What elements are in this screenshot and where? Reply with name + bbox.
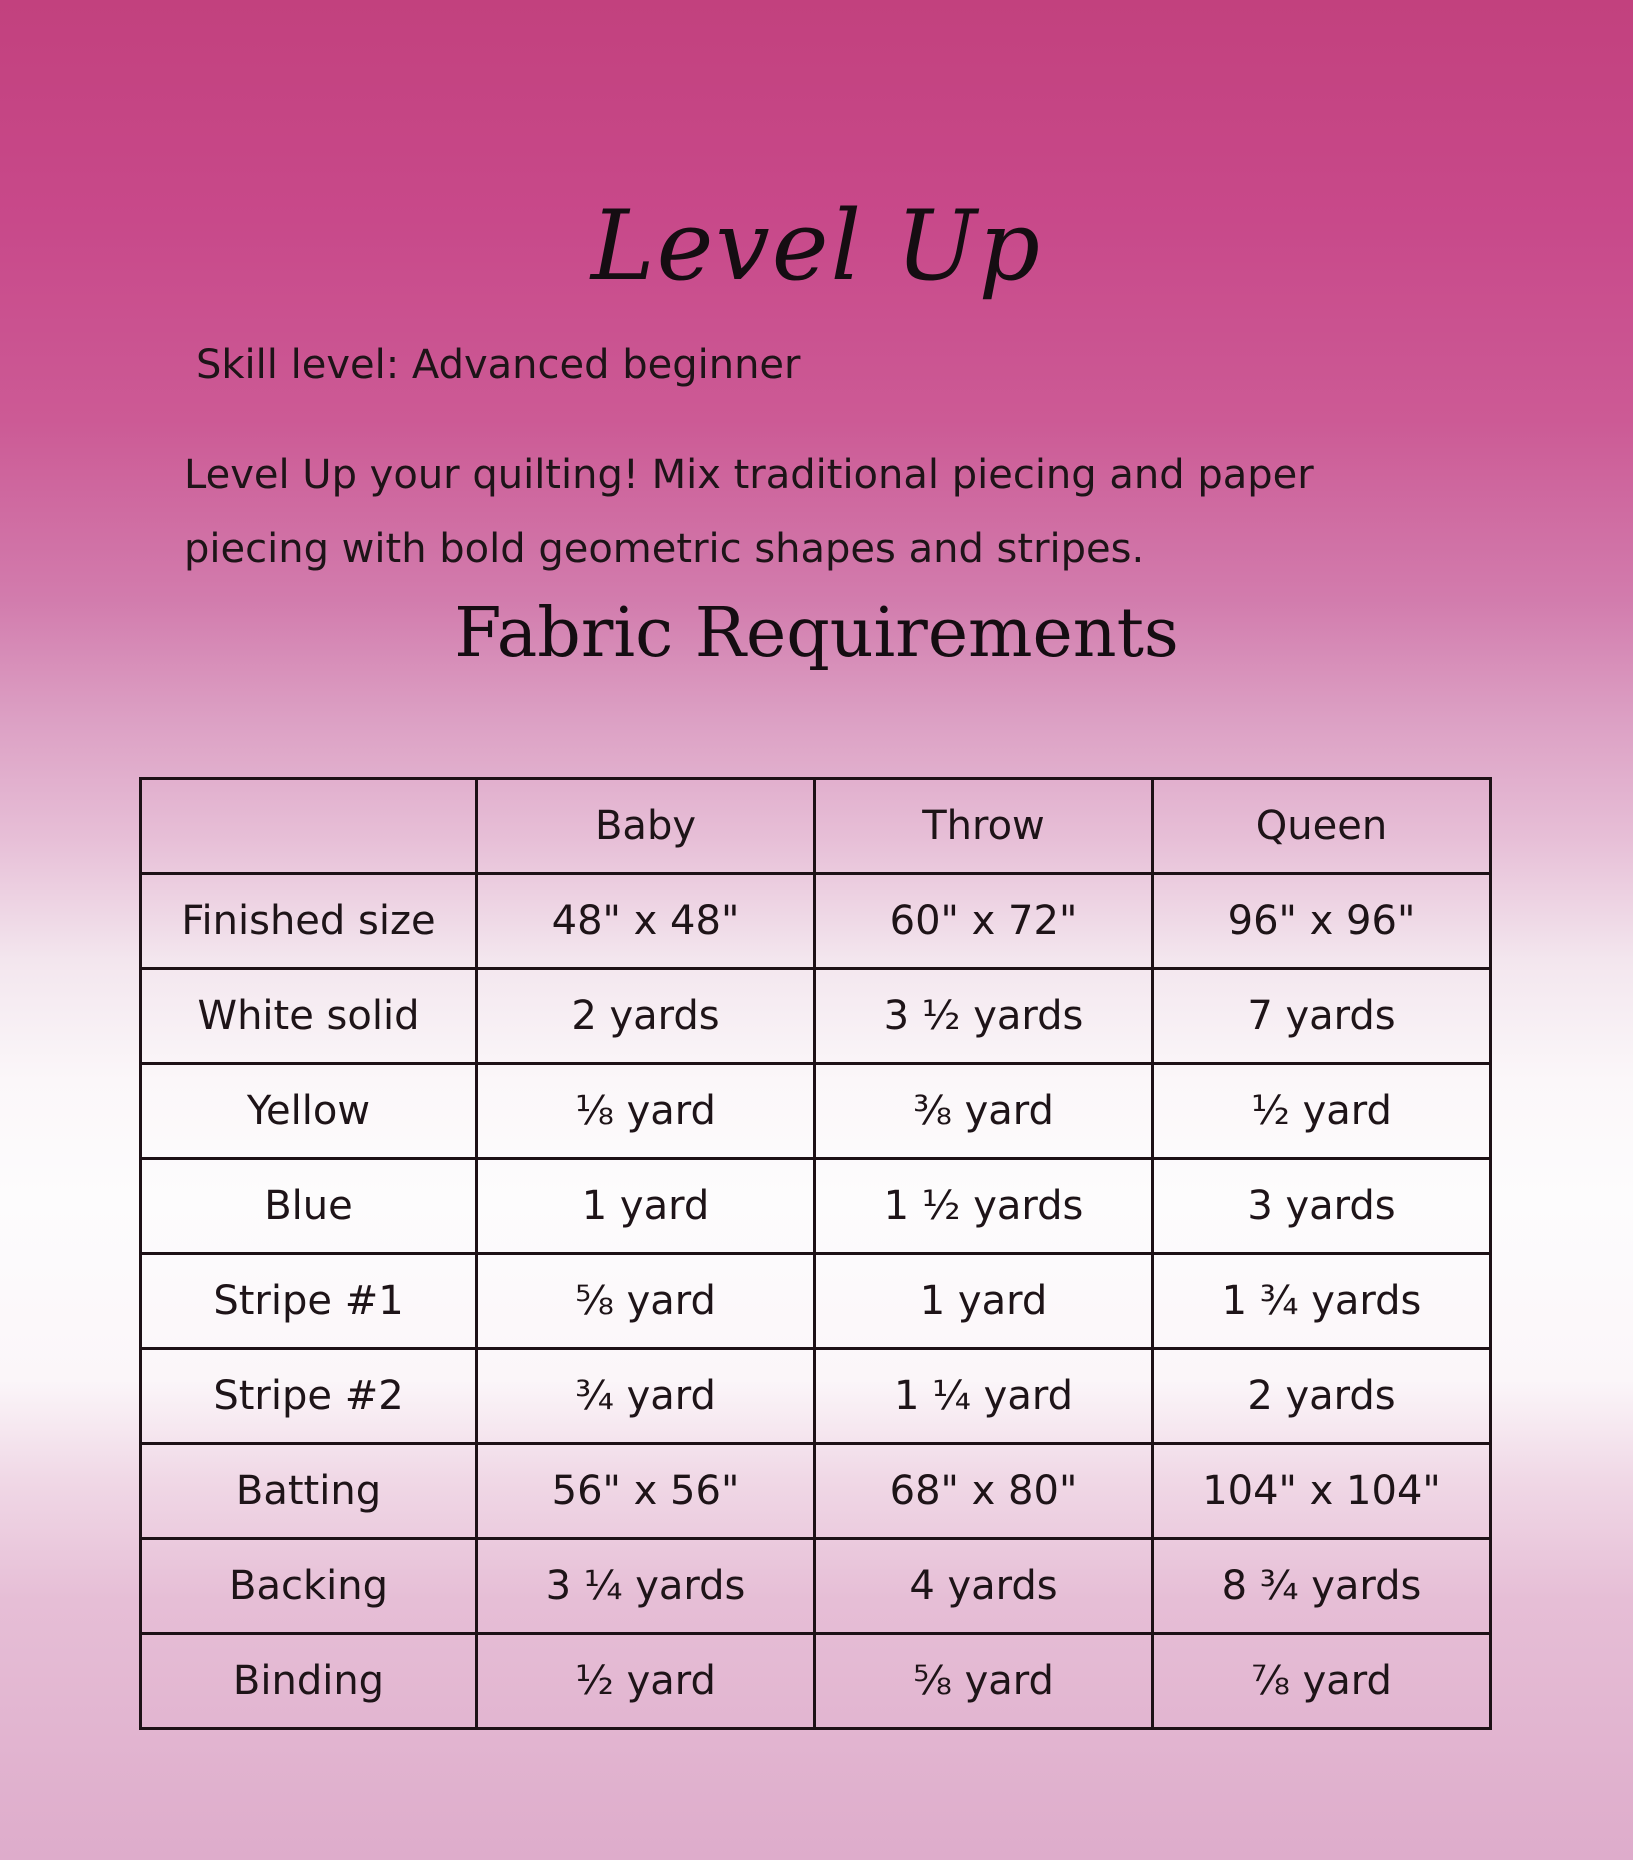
header-cell-empty — [141, 779, 477, 874]
table-cell: 1 ¼ yard — [815, 1349, 1153, 1444]
table-row — [141, 1444, 1491, 1539]
table-row — [141, 1349, 1491, 1444]
row-label: Batting — [141, 1444, 477, 1539]
table-cell: ⅝ yard — [477, 1254, 815, 1349]
table-cell: 68" x 80" — [815, 1444, 1153, 1539]
table-cell: ⅜ yard — [815, 1064, 1153, 1159]
table-cell: ¾ yard — [477, 1349, 815, 1444]
row-label: Backing — [141, 1539, 477, 1634]
table-cell: 48" x 48" — [477, 874, 815, 969]
row-label: Yellow — [141, 1064, 477, 1159]
table-cell: 96" x 96" — [1153, 874, 1491, 969]
table-cell: 1 yard — [815, 1254, 1153, 1349]
table-cell: 1 ¾ yards — [1153, 1254, 1491, 1349]
fabric-requirements-table — [139, 777, 1492, 1730]
table-cell: 1 yard — [477, 1159, 815, 1254]
table-cell: 104" x 104" — [1153, 1444, 1491, 1539]
header-cell-queen: Queen — [1153, 779, 1491, 874]
header-cell-throw: Throw — [815, 779, 1153, 874]
table-cell: 7 yards — [1153, 969, 1491, 1064]
description: Level Up your quilting! Mix traditional piecing and paper piecing with bold geometric shapes and stripes. — [184, 452, 1314, 572]
table-cell: 3 yards — [1153, 1159, 1491, 1254]
table-row — [141, 1064, 1491, 1159]
table-cell: 4 yards — [815, 1539, 1153, 1634]
table-cell: ½ yard — [1153, 1064, 1491, 1159]
table-cell: ⅞ yard — [1153, 1634, 1491, 1729]
table-cell: 2 yards — [477, 969, 815, 1064]
skill-level: Skill level: Advanced beginner — [196, 342, 801, 388]
section-heading: Fabric Requirements — [454, 594, 1179, 673]
table-cell: 60" x 72" — [815, 874, 1153, 969]
table-cell: 1 ½ yards — [815, 1159, 1153, 1254]
table-row — [141, 969, 1491, 1064]
row-label: Blue — [141, 1159, 477, 1254]
table-row — [141, 1254, 1491, 1349]
table-row — [141, 874, 1491, 969]
table-cell: 8 ¾ yards — [1153, 1539, 1491, 1634]
page-title: Level Up — [590, 190, 1043, 302]
table-cell: ½ yard — [477, 1634, 815, 1729]
table-row — [141, 1539, 1491, 1634]
table-cell: ⅛ yard — [477, 1064, 815, 1159]
table-header-row — [141, 779, 1491, 874]
row-label: White solid — [141, 969, 477, 1064]
table-row — [141, 1634, 1491, 1729]
row-label: Stripe #1 — [141, 1254, 477, 1349]
header-cell-baby: Baby — [477, 779, 815, 874]
table-cell: ⅝ yard — [815, 1634, 1153, 1729]
table-cell: 3 ¼ yards — [477, 1539, 815, 1634]
table-cell: 3 ½ yards — [815, 969, 1153, 1064]
table-cell: 2 yards — [1153, 1349, 1491, 1444]
row-label: Binding — [141, 1634, 477, 1729]
row-label: Stripe #2 — [141, 1349, 477, 1444]
table-row — [141, 1159, 1491, 1254]
row-label: Finished size — [141, 874, 477, 969]
table-cell: 56" x 56" — [477, 1444, 815, 1539]
